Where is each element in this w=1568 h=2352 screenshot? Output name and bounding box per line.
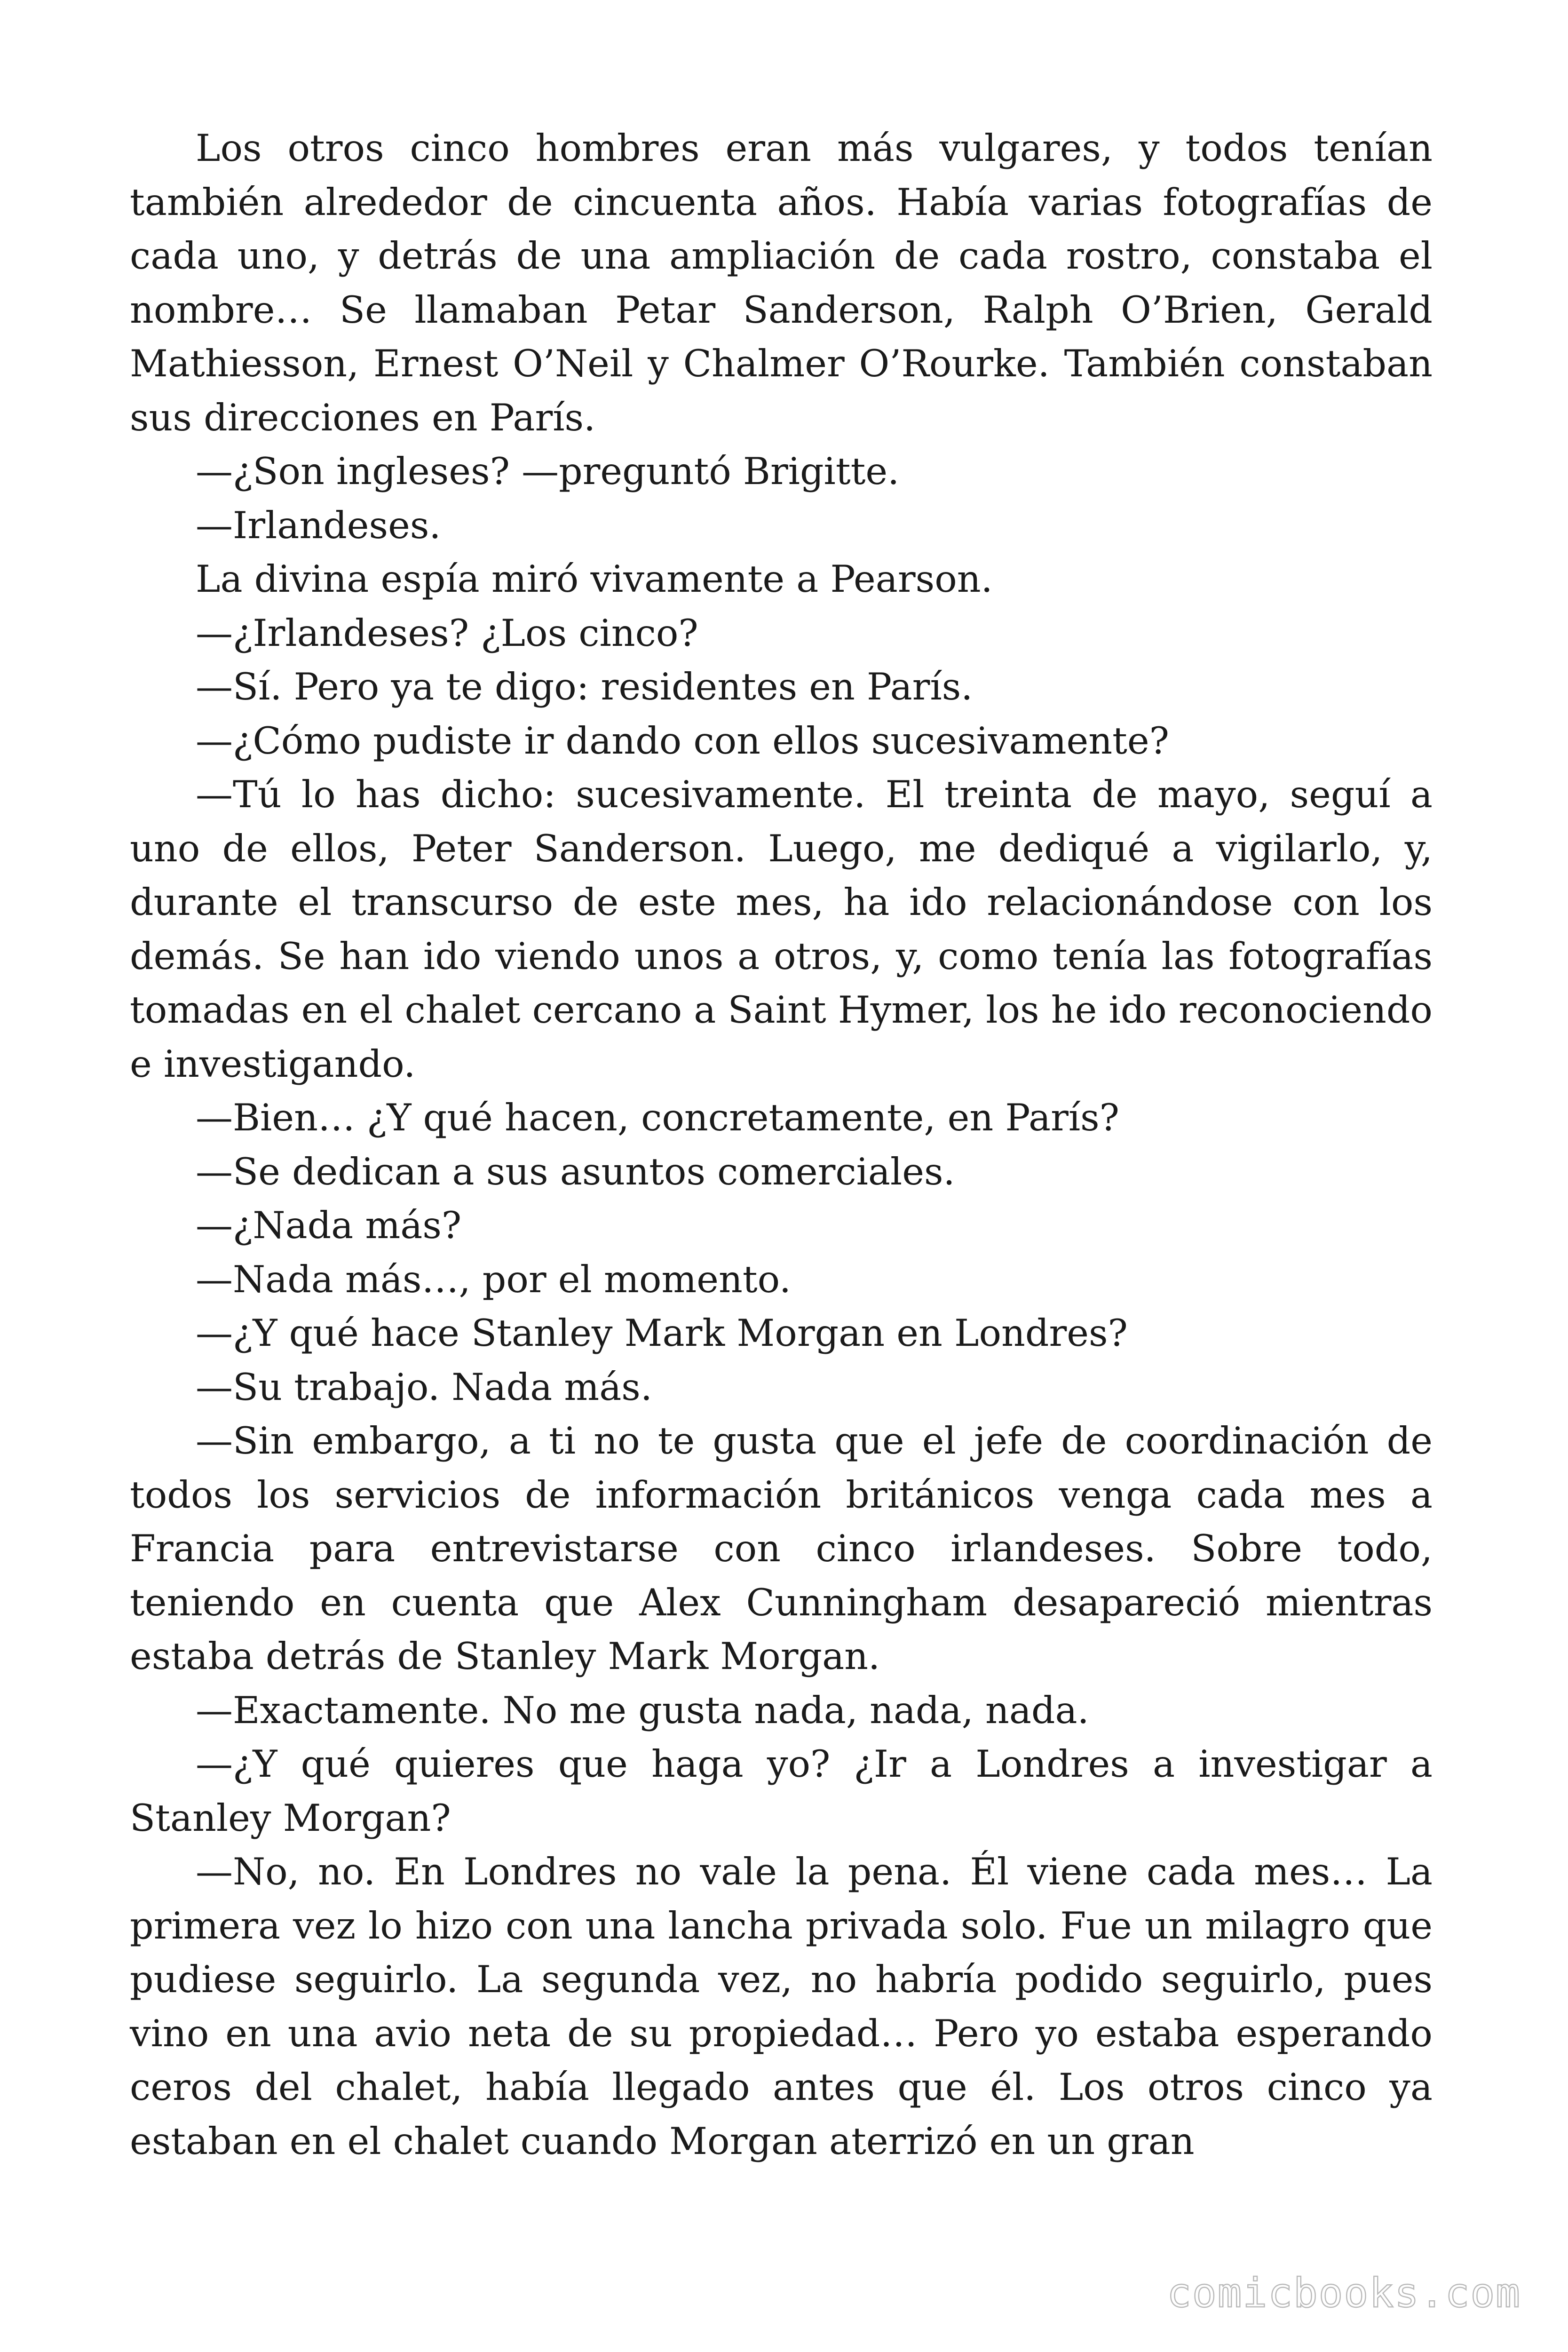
paragraph: —¿Nada más?: [196, 1204, 462, 1247]
paragraph: —¿Y qué quieres que haga yo? ¿Ir a Londres a investigar a Stanley Morgan?: [130, 1742, 1433, 1840]
paragraph: —Irlandeses.: [196, 503, 441, 547]
paragraph: —Sin embargo, a ti no te gusta que el jefe de coordinación de todos los servicios de información británicos venga cada mes a Francia para entrevistarse con cinco irlandeses. Sobre todo, teniendo en cuenta que Alex Cunningham desapareció mientras estaba detrás de Stanley Mark Morgan.: [130, 1419, 1433, 1678]
page-text-body: [130, 121, 1433, 2168]
paragraph: —Exactamente. No me gusta nada, nada, nada.: [196, 1688, 1089, 1732]
paragraph: —No, no. En Londres no vale la pena. Él viene cada mes… La primera vez lo hizo con una lancha privada solo. Fue un milagro que pudiese seguirlo. La segunda vez, no habría podido seguirlo, pues vino en una avio neta de su propiedad… Pero yo estaba esperando ceros del chalet, había llegado antes que él. Los otros cinco ya estaban en el chalet cuando Morgan aterrizó en un gran: [130, 1850, 1433, 2163]
paragraph: Los otros cinco hombres eran más vulgares, y todos tenían también alrededor de cincuenta años. Había varias fotografías de cada uno, y detrás de una ampliación de cada rostro, constaba el nombre… Se llamaban Petar Sanderson, Ralph O’Brien, Gerald Mathiesson, Ernest O’Neil y Chalmer O’Rourke. También constaban sus direcciones en París.: [130, 127, 1433, 439]
paragraph: —Nada más…, por el momento.: [196, 1257, 791, 1301]
paragraph: —¿Son ingleses? —preguntó Brigitte.: [196, 450, 900, 493]
paragraph: —Tú lo has dicho: sucesivamente. El treinta de mayo, seguí a uno de ellos, Peter Sanderson. Luego, me dediqué a vigilarlo, y, durante el transcurso de este mes, ha ido relacionándose con los demás. Se han ido viendo unos a otros, y, como tenía las fotografías tomadas en el chalet cercano a Saint Hymer, los he ido reconociendo e investigando.: [130, 773, 1433, 1086]
paragraph: La divina espía miró vivamente a Pearson.: [196, 557, 993, 601]
paragraph: —¿Irlandeses? ¿Los cinco?: [196, 611, 698, 655]
paragraph: —¿Y qué hace Stanley Mark Morgan en Londres?: [196, 1311, 1128, 1355]
paragraph: —Sí. Pero ya te digo: residentes en París.: [196, 665, 973, 708]
paragraph: —¿Cómo pudiste ir dando con ellos sucesivamente?: [196, 719, 1169, 763]
watermark: comicbooks.com: [1167, 2270, 1521, 2317]
paragraph: —Bien… ¿Y qué hacen, concretamente, en París?: [196, 1096, 1120, 1139]
paragraph: —Se dedican a sus asuntos comerciales.: [196, 1150, 955, 1193]
paragraph: —Su trabajo. Nada más.: [196, 1365, 652, 1409]
